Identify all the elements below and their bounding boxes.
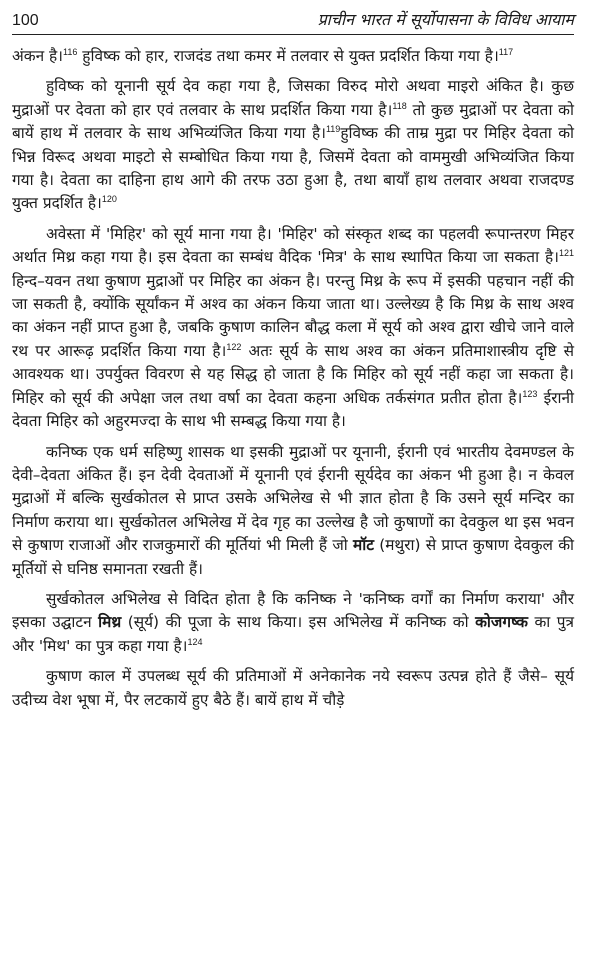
text-segment: हिन्द–यवन तथा कुषाण मुद्राओं पर मिहिर का अंकन है। परन्तु मिथ्र के रूप में इसकी पहचान नहीं की जा सकती है, क्योंकि सूर्यांकन में अश्व का अंकन किया जाता था। उल्लेख्य है कि मिथ्र के साथ अश्व का अंकन नहीं प्राप्त हुआ है, जबकि कुषाण कालिन बौद्ध कला में सूर्य को अश्व द्वारा खीचे जाने वाले रथ पर आरूढ़ प्रदर्शित किया गया है।: [12, 271, 574, 360]
text-segment: हुविष्क को यूनानी सूर्य देव कहा गया है, जिसका विरुद मोरो अथवा माइरो अंकित है। कुछ मुद्राओं पर देवता को हार एवं तलवार के साथ प्रदर्शित किया गया है।: [12, 77, 574, 119]
footnote-ref: 117: [498, 47, 514, 57]
paragraph-1: [12, 45, 574, 68]
paragraph-3: [12, 223, 574, 434]
running-title: प्राचीन भारत में सूर्योपासना के विविध आयाम: [317, 10, 574, 29]
bold-term: मॉट: [353, 536, 374, 555]
text-segment: कनिष्क एक धर्म सहिष्णु शासक था इसकी मुद्राओं पर यूनानी, ईरानी एवं भारतीय देवमण्डल के देवी–देवता अंकित हैं। इन देवी देवताओं में यूनानी एवं ईरानी सूर्यदेव का अंकन भी हुआ है। न केवल मुद्राओं में बल्कि सुर्खकोतल से प्राप्त उसके अभिलेख से भी ज्ञात होता है कि उसने सूर्य मन्दिर का निर्माण कराया था। सुर्खकोतल अभिलेख में देव गृह का उल्लेख है जो कुषाणों का देवकुल था इस भवन से कुषाण राजाओं और राजकुमारों की मूर्तियां भी मिली हैं जो: [12, 442, 574, 555]
bold-term: मिथ्र: [98, 613, 122, 632]
text-segment: अवेस्ता में 'मिहिर' को सूर्य माना गया है। 'मिहिर' को संस्कृत शब्द का पहलवी रूपान्तरण मिहर अर्थात मिथ्र कहा गया है। इस देवता का सम्बंध वैदिक 'मित्र' के साथ स्थापित किया जा सकता है।: [12, 224, 574, 267]
paragraph-5: [12, 588, 574, 658]
text-segment: अंकन है।: [12, 47, 64, 65]
page-header: [12, 0, 574, 35]
text-segment: कुषाण काल में उपलब्ध सूर्य की प्रतिमाओं में अनेकानेक नये स्वरूप उत्पन्न होते हैं जैसे– सूर्य उदीच्य वेश भूषा में, पैर लटकायें हुए बैठे हैं। बायें हाथ में चौड़े: [12, 667, 574, 709]
paragraph-6: [12, 665, 574, 712]
footnote-ref: 118: [392, 100, 407, 111]
footnote-ref: 116: [63, 47, 78, 57]
footnote-ref: 119: [325, 124, 341, 135]
text-segment: (मथुरा) से प्राप्त कुषाण देवकुल की मूर्तियों से घनिष्ठ समानता रखती हैं।: [12, 536, 574, 578]
footnote-ref: 123: [522, 388, 538, 399]
footnote-ref: 121: [558, 248, 574, 259]
paragraph-2: [12, 75, 574, 215]
text-segment: ईरानी देवता मिहिर को अहुरमज्दा के साथ भी सम्बद्ध किया गया है।: [12, 388, 574, 431]
page-number: 100: [12, 12, 39, 29]
footnote-ref: 122: [226, 341, 242, 352]
footnote-ref: 120: [101, 194, 117, 205]
text-segment: अतः सूर्य के साथ अश्व का अंकन प्रतिमाशास्त्रीय दृष्टि से आवश्यक था। उपर्युक्त विवरण से यह सिद्ध हो जाता है कि मिहिर को सूर्य नहीं कहा जा सकता है। मिहिर को सूर्य की अपेक्षा जल तथा वर्षा का देवता कहना अधिक तर्कसंगत प्रतीत होता है।: [12, 341, 574, 407]
text-segment: (सूर्य) की पूजा के साथ किया। इस अभिलेख में कनिष्क को: [121, 613, 476, 632]
text-segment: तो कुछ मुद्राओं पर देवता को बायें हाथ में तलवार के साथ अभिव्यंजित किया गया है।: [12, 100, 574, 143]
text-segment: सुर्खकोतल अभिलेख से विदित होता है कि कनिष्क ने 'कनिष्क वर्गों का निर्माण कराया' और इसका उद्घाटन: [12, 589, 574, 632]
bold-term: कोजगष्क: [475, 613, 528, 632]
paragraph-4: [12, 441, 574, 581]
text-segment: हुविष्क को हार, राजदंड तथा कमर में तलवार से युक्त प्रदर्शित किया गया है।: [77, 47, 499, 65]
text-segment: हुविष्क की ताम्र मुद्रा पर मिहिर देवता को भिन्न विरूद अथवा माइटो से सम्बोधित किया गया है, जिसमें देवता को वाममुखी अभिव्यंजित किया गया है। देवता का दाहिना हाथ आगे की तरफ उठा हुआ है, तथा बायाँ हाथ तलवार अथवा राजदण्ड युक्त प्रदर्शित है।: [12, 124, 574, 213]
page-body: [12, 45, 574, 712]
footnote-ref: 124: [187, 636, 203, 647]
text-segment: का पुत्र और 'मिथ' का पुत्र कहा गया है।: [12, 613, 575, 655]
